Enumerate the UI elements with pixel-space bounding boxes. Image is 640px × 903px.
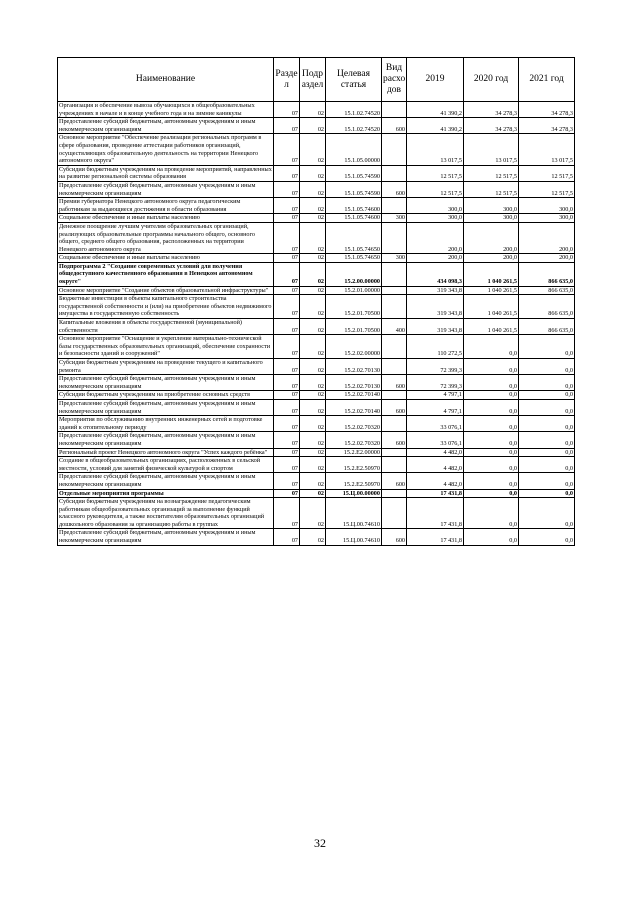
table-row <box>58 529 575 545</box>
cell-statya: 15.1.05.74590 <box>326 181 382 197</box>
cell-name: Организация и обеспечение вывоза обучающихся в общеобразовательных учреждениях в начале и в конце учебного года и на зимние каникулы <box>58 102 274 118</box>
table-row <box>58 198 575 214</box>
cell-podrazdel: 02 <box>300 134 326 165</box>
cell-podrazdel: 02 <box>300 448 326 457</box>
table-row <box>58 457 575 473</box>
cell-2021: 13 017,5 <box>519 134 575 165</box>
cell-podrazdel: 02 <box>300 375 326 391</box>
table-row <box>58 489 575 498</box>
cell-statya: 15.Ц.00.00000 <box>326 489 382 498</box>
table-row <box>58 286 575 295</box>
cell-name: Основное мероприятие "Обеспечение реализации региональных программ в сфере образования, проведение аттестации работников организаций, осуществляющих образовательную деятельность на территории Ненецкого автономного округа" <box>58 134 274 165</box>
cell-podrazdel: 02 <box>300 198 326 214</box>
cell-podrazdel: 02 <box>300 319 326 335</box>
cell-2020: 34 278,3 <box>464 118 519 134</box>
cell-statya: 15.2.02.70130 <box>326 375 382 391</box>
cell-podrazdel: 02 <box>300 416 326 432</box>
cell-2020: 300,0 <box>464 198 519 214</box>
cell-name: Премии губернатора Ненецкого автономного округа педагогическим работникам за выдающиеся достижения в области образования <box>58 198 274 214</box>
cell-razdel: 07 <box>274 262 300 286</box>
cell-statya: 15.1.05.74600 <box>326 198 382 214</box>
cell-vid: 300 <box>382 214 407 223</box>
cell-razdel: 07 <box>274 473 300 489</box>
cell-name: Бюджетные инвестиции в объекты капитального строительства государственной собственности и (или) на приобретение объектов недвижимого имущества в государственную собственность <box>58 295 274 319</box>
cell-name: Предоставление субсидий бюджетным, автономным учреждениям и иным некоммерческим организациям <box>58 375 274 391</box>
cell-2019: 319 343,8 <box>407 319 464 335</box>
cell-razdel: 07 <box>274 416 300 432</box>
cell-2019: 4 797,1 <box>407 399 464 415</box>
table-row <box>58 181 575 197</box>
cell-2021: 0,0 <box>519 529 575 545</box>
cell-vid <box>382 198 407 214</box>
table-row <box>58 473 575 489</box>
cell-2019: 41 390,2 <box>407 102 464 118</box>
table-row <box>58 254 575 263</box>
cell-razdel: 07 <box>274 489 300 498</box>
cell-vid <box>382 295 407 319</box>
cell-2020: 0,0 <box>464 391 519 400</box>
cell-name: Субсидии бюджетным учреждениям на приобретение основных средств <box>58 391 274 400</box>
table-row <box>58 214 575 223</box>
cell-statya: 15.2.02.00000 <box>326 335 382 359</box>
cell-vid <box>382 222 407 253</box>
cell-razdel: 07 <box>274 102 300 118</box>
cell-2019: 13 017,5 <box>407 134 464 165</box>
cell-vid: 600 <box>382 432 407 448</box>
cell-name: Предоставление субсидий бюджетным, автономным учреждениям и иным некоммерческим организациям <box>58 473 274 489</box>
header-name: Наименование <box>58 58 274 102</box>
cell-2020: 0,0 <box>464 359 519 375</box>
table-row <box>58 335 575 359</box>
cell-statya: 15.2.01.70500 <box>326 295 382 319</box>
cell-2019: 72 399,3 <box>407 359 464 375</box>
cell-podrazdel: 02 <box>300 399 326 415</box>
cell-statya: 15.2.E2.50970 <box>326 473 382 489</box>
cell-statya: 15.2.01.00000 <box>326 286 382 295</box>
cell-podrazdel: 02 <box>300 391 326 400</box>
cell-statya: 15.1.02.74520 <box>326 102 382 118</box>
page-number: 32 <box>314 836 326 850</box>
cell-statya: 15.1.05.74590 <box>326 165 382 181</box>
cell-2019: 434 098,3 <box>407 262 464 286</box>
cell-vid <box>382 457 407 473</box>
cell-2021: 866 635,0 <box>519 295 575 319</box>
cell-vid: 600 <box>382 399 407 415</box>
cell-razdel: 07 <box>274 222 300 253</box>
cell-2021: 34 278,3 <box>519 118 575 134</box>
cell-name: Предоставление субсидий бюджетным, автономным учреждениям и иным некоммерческим организациям <box>58 399 274 415</box>
cell-2021: 0,0 <box>519 457 575 473</box>
cell-podrazdel: 02 <box>300 118 326 134</box>
cell-vid <box>382 134 407 165</box>
cell-podrazdel: 02 <box>300 473 326 489</box>
header-razdel: Разде л <box>274 58 300 102</box>
table-row <box>58 222 575 253</box>
cell-statya: 15.1.02.74520 <box>326 118 382 134</box>
cell-podrazdel: 02 <box>300 165 326 181</box>
table-row <box>58 102 575 118</box>
cell-podrazdel: 02 <box>300 498 326 529</box>
cell-name: Создание в общеобразовательных организациях, расположенных в сельской местности, условий для занятий физической культурой и спортом <box>58 457 274 473</box>
cell-statya: 15.1.05.00000 <box>326 134 382 165</box>
cell-razdel: 07 <box>274 254 300 263</box>
cell-podrazdel: 02 <box>300 432 326 448</box>
header-vid: Вид расхо дов <box>382 58 407 102</box>
cell-podrazdel: 02 <box>300 181 326 197</box>
cell-vid <box>382 165 407 181</box>
cell-2020: 1 040 261,5 <box>464 286 519 295</box>
cell-2019: 4 797,1 <box>407 391 464 400</box>
cell-2020: 0,0 <box>464 375 519 391</box>
cell-2021: 300,0 <box>519 214 575 223</box>
table-row <box>58 319 575 335</box>
cell-vid: 600 <box>382 375 407 391</box>
cell-razdel: 07 <box>274 198 300 214</box>
header-2021: 2021 год <box>519 58 575 102</box>
cell-statya: 15.2.E2.50970 <box>326 457 382 473</box>
cell-razdel: 07 <box>274 165 300 181</box>
cell-2019: 17 431,8 <box>407 529 464 545</box>
cell-vid: 600 <box>382 473 407 489</box>
cell-2021: 0,0 <box>519 473 575 489</box>
cell-razdel: 07 <box>274 335 300 359</box>
cell-podrazdel: 02 <box>300 262 326 286</box>
cell-razdel: 07 <box>274 498 300 529</box>
cell-name: Социальное обеспечение и иные выплаты населению <box>58 214 274 223</box>
cell-2019: 12 517,5 <box>407 181 464 197</box>
cell-name: Региональный проект Ненецкого автономного округа "Успех каждого ребёнка" <box>58 448 274 457</box>
cell-2019: 12 517,5 <box>407 165 464 181</box>
cell-name: Социальное обеспечение и иные выплаты населению <box>58 254 274 263</box>
cell-2020: 1 040 261,5 <box>464 295 519 319</box>
cell-vid: 400 <box>382 319 407 335</box>
cell-name: Предоставление субсидий бюджетным, автономным учреждениям и иным некоммерческим организациям <box>58 529 274 545</box>
cell-statya: 15.Ц.00.74610 <box>326 498 382 529</box>
cell-vid <box>382 489 407 498</box>
cell-2019: 200,0 <box>407 222 464 253</box>
cell-2021: 12 517,5 <box>519 165 575 181</box>
cell-2020: 200,0 <box>464 254 519 263</box>
cell-razdel: 07 <box>274 319 300 335</box>
cell-2020: 12 517,5 <box>464 165 519 181</box>
cell-vid <box>382 416 407 432</box>
cell-2021: 866 635,0 <box>519 262 575 286</box>
cell-statya: 15.1.05.74600 <box>326 214 382 223</box>
cell-vid: 300 <box>382 254 407 263</box>
cell-2019: 200,0 <box>407 254 464 263</box>
cell-vid <box>382 335 407 359</box>
cell-statya: 15.1.05.74650 <box>326 254 382 263</box>
cell-2021: 0,0 <box>519 359 575 375</box>
table-row <box>58 448 575 457</box>
cell-2021: 0,0 <box>519 399 575 415</box>
cell-2021: 0,0 <box>519 432 575 448</box>
cell-2019: 33 076,1 <box>407 416 464 432</box>
cell-statya: 15.1.05.74650 <box>326 222 382 253</box>
cell-2020: 0,0 <box>464 457 519 473</box>
cell-podrazdel: 02 <box>300 529 326 545</box>
cell-2021: 0,0 <box>519 416 575 432</box>
cell-vid: 600 <box>382 529 407 545</box>
cell-statya: 15.2.02.70130 <box>326 359 382 375</box>
cell-statya: 15.2.02.70320 <box>326 432 382 448</box>
cell-2019: 110 272,5 <box>407 335 464 359</box>
table-row <box>58 416 575 432</box>
table-row <box>58 399 575 415</box>
cell-2019: 300,0 <box>407 198 464 214</box>
cell-2020: 300,0 <box>464 214 519 223</box>
cell-vid <box>382 286 407 295</box>
cell-statya: 15.Ц.00.74610 <box>326 529 382 545</box>
cell-2019: 33 076,1 <box>407 432 464 448</box>
cell-2021: 866 635,0 <box>519 319 575 335</box>
cell-podrazdel: 02 <box>300 222 326 253</box>
cell-razdel: 07 <box>274 448 300 457</box>
cell-vid <box>382 102 407 118</box>
cell-vid <box>382 391 407 400</box>
cell-statya: 15.2.E2.00000 <box>326 448 382 457</box>
header-podrazdel: Подр аздел <box>300 58 326 102</box>
header-2020: 2020 год <box>464 58 519 102</box>
cell-2020: 13 017,5 <box>464 134 519 165</box>
cell-2020: 0,0 <box>464 335 519 359</box>
cell-2020: 0,0 <box>464 416 519 432</box>
cell-razdel: 07 <box>274 399 300 415</box>
cell-2019: 319 343,8 <box>407 295 464 319</box>
cell-name: Предоставление субсидий бюджетным, автономным учреждениям и иным некоммерческим организациям <box>58 181 274 197</box>
cell-vid <box>382 448 407 457</box>
cell-2021: 0,0 <box>519 375 575 391</box>
cell-razdel: 07 <box>274 391 300 400</box>
cell-2021: 200,0 <box>519 222 575 253</box>
cell-2020: 1 040 261,5 <box>464 262 519 286</box>
cell-name: Основное мероприятие "Создание объектов образовательной инфраструктуры" <box>58 286 274 295</box>
cell-podrazdel: 02 <box>300 286 326 295</box>
cell-razdel: 07 <box>274 375 300 391</box>
cell-vid: 600 <box>382 181 407 197</box>
cell-podrazdel: 02 <box>300 335 326 359</box>
cell-2019: 41 390,2 <box>407 118 464 134</box>
cell-statya: 15.2.00.00000 <box>326 262 382 286</box>
cell-statya: 15.2.02.70140 <box>326 399 382 415</box>
cell-name: Основное мероприятие "Оснащение и укрепление материально-технической базы государственных образовательных организаций, обеспечение сохранности и безопасности зданий и сооружений" <box>58 335 274 359</box>
cell-2020: 12 517,5 <box>464 181 519 197</box>
cell-2021: 12 517,5 <box>519 181 575 197</box>
cell-statya: 15.2.02.70320 <box>326 416 382 432</box>
header-statya: Целевая статья <box>326 58 382 102</box>
cell-razdel: 07 <box>274 432 300 448</box>
cell-2020: 34 278,3 <box>464 102 519 118</box>
cell-2020: 0,0 <box>464 399 519 415</box>
cell-2021: 34 278,3 <box>519 102 575 118</box>
cell-name: Предоставление субсидий бюджетным, автономным учреждениям и иным некоммерческим организациям <box>58 118 274 134</box>
cell-razdel: 07 <box>274 286 300 295</box>
cell-2021: 0,0 <box>519 498 575 529</box>
cell-vid <box>382 262 407 286</box>
cell-name: Отдельные мероприятия программы <box>58 489 274 498</box>
cell-name: Субсидии бюджетным учреждениям на проведение мероприятий, направленных на развитие региональной системы образования <box>59 165 272 181</box>
table-row <box>58 375 575 391</box>
cell-2021: 200,0 <box>519 254 575 263</box>
cell-2021: 0,0 <box>519 489 575 498</box>
table-row <box>58 118 575 134</box>
cell-razdel: 07 <box>274 118 300 134</box>
cell-name: Подпрограмма 2 "Создание современных условий для получения общедоступного качественного образования в Ненецком автономном округе" <box>58 262 274 286</box>
cell-2019: 72 399,3 <box>407 375 464 391</box>
cell-2020: 1 040 261,5 <box>464 319 519 335</box>
cell-2021: 866 635,0 <box>519 286 575 295</box>
table-row <box>58 359 575 375</box>
cell-2020: 0,0 <box>464 432 519 448</box>
cell-razdel: 07 <box>274 529 300 545</box>
cell-2019: 4 482,0 <box>407 473 464 489</box>
cell-2019: 17 431,8 <box>407 489 464 498</box>
cell-2020: 0,0 <box>464 529 519 545</box>
budget-table <box>57 57 575 546</box>
table-row <box>58 134 575 165</box>
table-row <box>58 498 575 529</box>
cell-vid <box>382 498 407 529</box>
cell-2020: 0,0 <box>464 473 519 489</box>
cell-2020: 0,0 <box>464 498 519 529</box>
cell-name: Мероприятия по обслуживанию внутренних инженерных сетей и подготовке зданий к отопительному периоду <box>58 416 274 432</box>
cell-podrazdel: 02 <box>300 359 326 375</box>
cell-2020: 0,0 <box>464 489 519 498</box>
cell-2021: 0,0 <box>519 391 575 400</box>
cell-2019: 300,0 <box>407 214 464 223</box>
table-row <box>58 262 575 286</box>
cell-razdel: 07 <box>274 457 300 473</box>
cell-podrazdel: 02 <box>300 214 326 223</box>
cell-2021: 0,0 <box>519 335 575 359</box>
table-row <box>58 295 575 319</box>
cell-2020: 200,0 <box>464 222 519 253</box>
table-body <box>58 102 575 546</box>
cell-2021: 300,0 <box>519 198 575 214</box>
cell-razdel: 07 <box>274 295 300 319</box>
cell-podrazdel: 02 <box>300 254 326 263</box>
cell-razdel: 07 <box>274 214 300 223</box>
cell-statya: 15.2.01.70500 <box>326 319 382 335</box>
table-row <box>58 165 575 181</box>
cell-2019: 4 482,0 <box>407 457 464 473</box>
cell-vid <box>382 359 407 375</box>
cell-statya: 15.2.02.70140 <box>326 391 382 400</box>
cell-name: Предоставление субсидий бюджетным, автономным учреждениям и иным некоммерческим организациям <box>58 432 274 448</box>
table-row <box>58 391 575 400</box>
cell-name: Субсидии бюджетным учреждениям на проведение текущего и капитального ремонта <box>58 359 274 375</box>
cell-razdel: 07 <box>274 134 300 165</box>
cell-2019: 4 482,0 <box>407 448 464 457</box>
table-header-row <box>58 58 575 102</box>
cell-podrazdel: 02 <box>300 295 326 319</box>
cell-razdel: 07 <box>274 359 300 375</box>
cell-name: Капитальные вложения в объекты государственной (муниципальной) собственности <box>58 319 274 335</box>
cell-podrazdel: 02 <box>300 489 326 498</box>
table-row <box>58 432 575 448</box>
cell-razdel: 07 <box>274 181 300 197</box>
cell-name: Субсидии бюджетным учреждениям на вознаграждение педагогическим работникам общеобразовательных организаций за выполнение функций классного руководителя, а также воспитателям образовательных организаций дошкольного образования за организацию работы в группах <box>58 498 274 529</box>
cell-podrazdel: 02 <box>300 457 326 473</box>
cell-name: Денежное поощрение лучшим учителям образовательных организаций, реализующих образовательные программы начального общего, основного общего, среднего общего образования, расположенных на территории Ненецкого автономного округа <box>58 222 274 253</box>
cell-2019: 17 431,8 <box>407 498 464 529</box>
cell-vid: 600 <box>382 118 407 134</box>
cell-2019: 319 343,8 <box>407 286 464 295</box>
header-2019: 2019 <box>407 58 464 102</box>
cell-podrazdel: 02 <box>300 102 326 118</box>
cell-2021: 0,0 <box>519 448 575 457</box>
cell-2020: 0,0 <box>464 448 519 457</box>
